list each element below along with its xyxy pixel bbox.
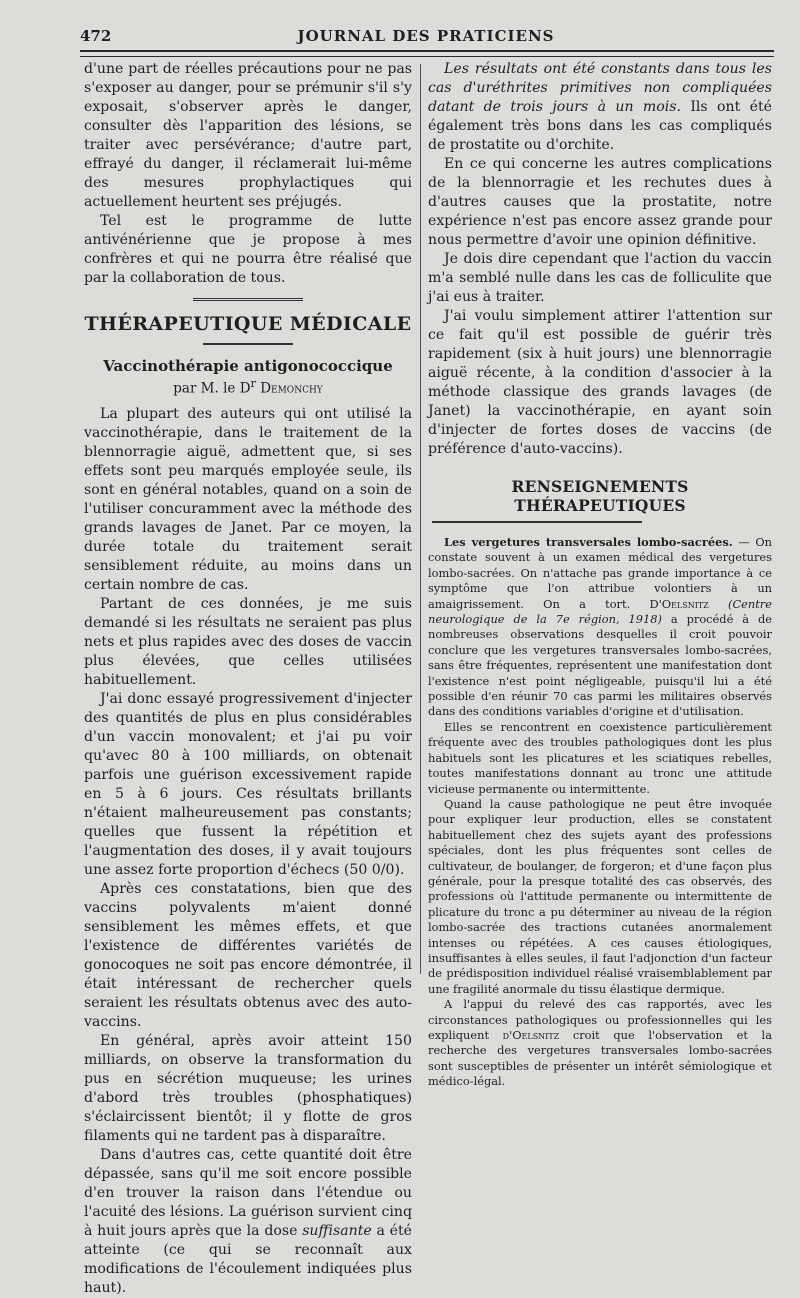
section-gap [428,459,772,473]
article-paragraph-1: La plupart des auteurs qui ont utilisé la vaccinothérapie, dans le traitement de la blennorragie aiguë, admettent que, si ses effets sont peu marqués employée seule, ils sont en général notables, quand on a soin de l'utiliser concuramment avec la méthode des grands lavages de Janet. Par ce moyen, la durée totale du traitement serait sensiblement réduite, au moins dans un certain nombre de cas. [84,405,412,593]
vergetures-title: Les vergetures transversales lombo-sacrées. [444,535,733,549]
s4-text-a: A l'appui du relevé des cas rapportés, avec les circonstances pathologiques ou professionnelles qui les expliquent [428,997,772,1042]
right-paragraph-1 [428,60,772,155]
right-column [428,60,772,1090]
right-paragraph-4: J'ai voulu simplement attirer l'attention sur ce fait qu'il est possible de guérir très rapidement (six à huit jours) une blennorragie aiguë récente, à la condition d'associer à la méthode classique des grands lavages (de Janet) la vaccinothérapie, en ayant soin d'injecter de fortes doses de vaccins (de préférence d'auto-vaccins). [428,308,772,457]
section-title-therapeutique: THÉRAPEUTIQUE MÉDICALE [84,313,412,335]
article-paragraph-5: En général, après avoir atteint 150 milliards, on observe la transformation du pus en sécrétion muqueuse; les urines d'abord très troubles (phosphatiques) s'éclaircissent bientôt; il y flotte de gros filaments qui ne tardent pas à disparaître. [84,1032,412,1144]
s1-text-b: a procédé à de nombreuses observations desquelles il croit pouvoir conclure que les vergetures transversales lombo-sacrées, sans être fréquentes, représentent une manifestation dont l'existence n'est point négligeable, puisqu'il lui a été possible d'en réunir 70 cas parmi les militaires observés dans des conditions variables d'origine et d'utilisation. [428,612,772,719]
renseignements-paragraph-4 [428,997,772,1089]
section-rule-top [193,298,303,301]
s4-author: d'Oelsnitz [502,1028,560,1042]
article-title: Vaccinothérapie antigonococcique [103,357,393,375]
journal-title: JOURNAL DES PRATICIENS [297,27,555,45]
page-number: 472 [80,27,112,45]
p6-text-a: Dans d'autres cas, cette quantité doit être dépassée, sans qu'il me soit encore possible d'en trouver la raison dans l'étendue ou l'acuité des lésions. La guérison survient cinq à huit jours après que la dose [84,1146,412,1239]
page-header [80,22,772,46]
s4-text-b: croit que l'observation et la recherche des vergetures transversales lombo-sacrées sont susceptibles de présenter un intérêt sémiologique et médico-légal. [428,1028,772,1089]
intro-paragraph-2: Tel est le programme de lutte antivénérienne que je propose à mes confrères et qui ne pourra être réalisé que par la collaboration de tous. [84,213,412,286]
section-title-renseignements: RENSEIGNEMENTS THÉRAPEUTIQUES [511,477,689,515]
s1-text-a: — On constate souvent à un examen médical des vergetures lombo-sacrées. On n'attache pas grande importance à ce symptôme que l'on attribue volontiers à un amaigrissement. On a tort. [428,535,773,611]
right-p1-rest: Ils ont été également très bons dans les cas compliqués de prostatite ou d'orchite. [428,99,772,153]
renseignements-paragraph-3: Quand la cause pathologique ne peut être invoquée pour expliquer leur production, elles se constatent habituellement chez des sujets ayant des professions spéciales, dont les plus fréquentes sont celles de cultivateur, de boulanger, de forgeron; et d'une façon plus générale, pour la presque totalité des cas observés, des professions où l'attitude permanente ou intermittente de plicature du tronc a pu déterminer au niveau de la région lombo-sacrée des tractions cutanées anormalement intenses ou répétées. A ces causes étiologiques, insuffisantes à elles seules, il faut l'adjonction d'un facteur de prédisposition individuel réalisé vraisemblablement par une fragilité anormale du tissu élastique dermique. [428,796,772,996]
p6-emphasis: suffisante [302,1222,372,1239]
byline-prefix: par M. le D [173,380,251,397]
renseignements-paragraph-2: Elles se rencontrent en coexistence particulièrement fréquente avec des troubles pathologiques dont les plus habituels sont les plicatures et les sciatiques rebelles, toutes manifestations donnant au tronc une attitude vicieuse permanente ou intermittente. [428,719,772,796]
s1-reference: (Centre neurologique de la 7e région, 1918) [428,596,772,627]
article-byline [84,377,412,397]
column-divider [420,64,421,974]
right-p1-emphasis: Les résultats ont été constants dans tous les cas d'uréthrites primitives non compliquées datant de trois jours à un mois. [428,61,772,115]
section-rule-bottom [203,343,293,345]
article-paragraph-3: J'ai donc essayé progressivement d'injecter des quantités de plus en plus considérables d'un vaccin monovalent; et j'ai pu voir qu'avec 80 à 100 milliards, on obtenait parfois une guérison excessivement rapide en 5 à 6 jours. Ces résultats brillants n'étaient malheureusement pas constants; quelles que fussent la répétition et l'augmentation des doses, il y avait toujours une assez forte proportion d'échecs (50 0/0). [84,690,412,878]
article-paragraph-4: Après ces constatations, bien que des vaccins polyvalents m'aient donné sensiblement les mêmes effets, et que l'existence de différentes variétés de gonocoques ne soit pas encore démontrée, il était intéressant de rechercher quels seraient les résultats obtenus avec des auto-vaccins. [84,880,412,1030]
right-paragraph-2: En ce qui concerne les autres complications de la blennorragie et les rechutes dues à d'autres causes que la prostatite, notre expérience n'est pas encore assez grande pour nous permettre d'avoir une opinion définitive. [428,156,772,248]
byline-author: Demonchy [260,380,323,397]
p6-text-b: a été atteinte (ce qui se reconnaît aux modifications de l'écoulement indiquées plus haut). [84,1222,413,1296]
byline-sup: r [250,377,256,390]
intro-paragraph-1: d'une part de réelles précautions pour ne pas s'exposer au danger, pour se prémunir s'il s'y exposait, s'observer après le danger, consulter dès l'apparition des lésions, se traiter avec persévérance; d'autre part, effrayé du danger, il réclamerait lui-même des mesures prophylactiques qui actuellement heurtent ses préjugés. [84,61,412,210]
left-column [84,60,412,1298]
renseignements-paragraph-1 [428,535,772,720]
article-paragraph-2: Partant de ces données, je me suis demandé si les résultats ne seraient pas plus nets et plus rapides avec des doses de vaccin plus élevées, que celles utilisées habituellement. [84,595,412,688]
renseignements-rule [432,521,642,523]
right-paragraph-3: Je dois dire cependant que l'action du vaccin m'a semblé nulle dans les cas de folliculite que j'ai eus à traiter. [428,251,772,305]
header-rule [80,50,774,57]
article-paragraph-6 [84,1146,412,1298]
s1-author: D'Oelsnitz [649,596,709,611]
